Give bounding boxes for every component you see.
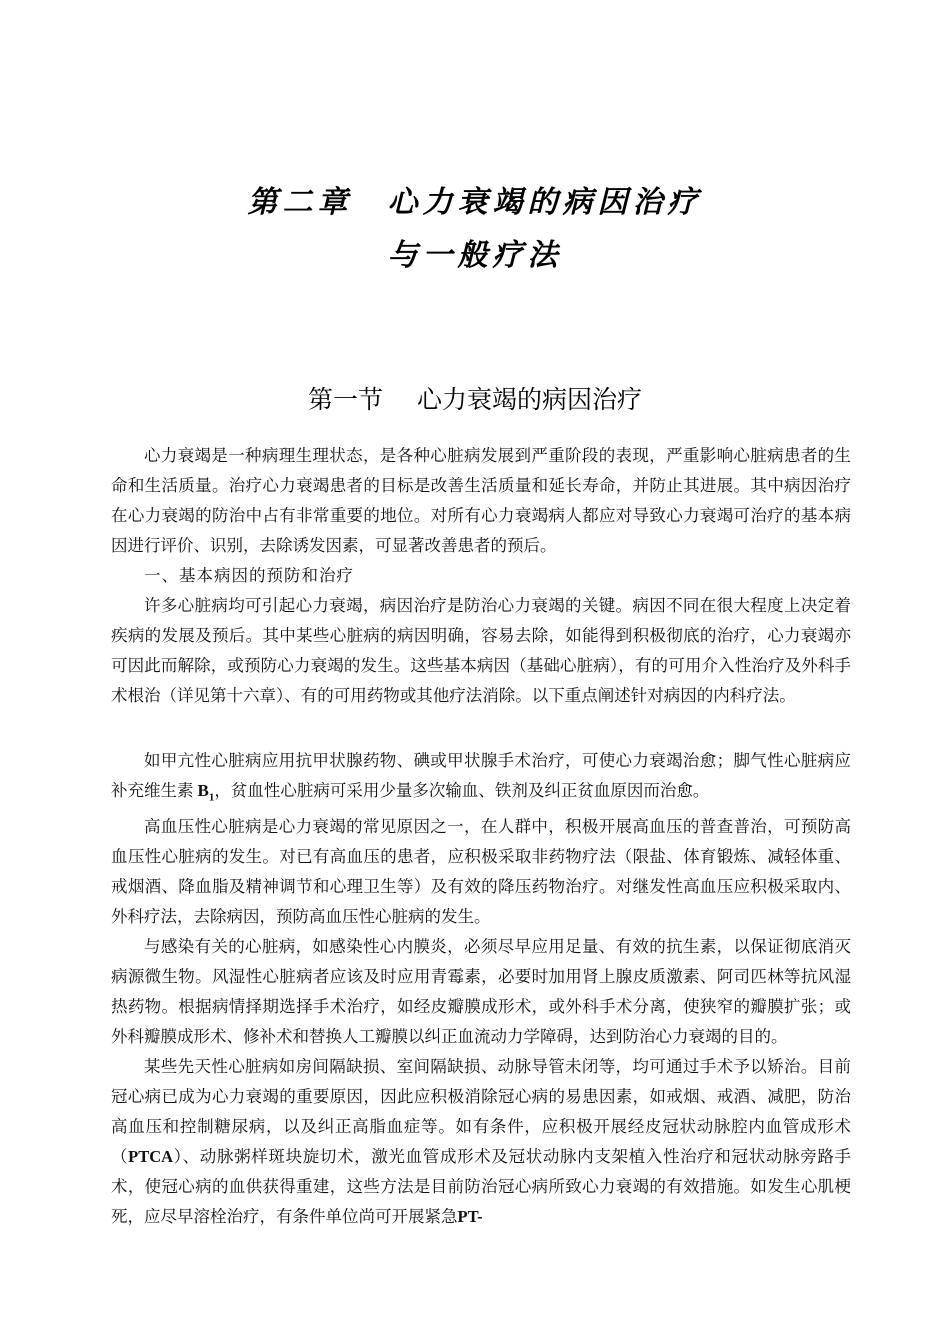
- vitamin-subscript: 1: [208, 791, 215, 804]
- vitamin-b1: [197, 781, 215, 804]
- paragraph-hypertension: 高血压性心脏病是心力衰竭的常见原因之一，在人群中，积极开展高血压的普查普治，可预防高血压性心脏病的发生。对已有高血压的患者，应积极采取非药物疗法（限盐、体育锻炼、减轻体重、戒烟酒、降血脂及精神调节和心理卫生等）及有效的降压药物治疗。对继发性高血压应积极采取内、外科疗法，去除病因，预防高血压性心脏病的发生。: [111, 817, 851, 927]
- vitamin-letter: B: [197, 781, 209, 800]
- chapter-title-line1: 第二章 心力衰竭的病因治疗: [247, 185, 703, 220]
- paragraph-hyperthyroid-part1: 如甲亢性心脏病应用抗甲状腺药物、碘或甲状腺手术治疗，可使心力衰竭治愈；脚气性心脏病应补充维生素: [111, 751, 851, 800]
- ptca-abbrev: PTCA: [128, 1147, 174, 1167]
- body-text-block-1: [111, 441, 851, 711]
- paragraph-infection: 与感染有关的心脏病，如感染性心内膜炎，必须尽早应用足量、有效的抗生素，以保证彻底消灭病源微生物。风湿性心脏病者应该及时应用青霉素，必要时加用肾上腺皮质激素、阿司匹林等抗风湿热药物。根据病情择期选择手术治疗，如经皮瓣膜成形术，或外科手术分离，使狭窄的瓣膜扩张；或外科瓣膜成形术、修补术和替换人工瓣膜以纠正血流动力学障碍，达到防治心力衰竭的目的。: [111, 937, 851, 1047]
- paragraph-hyperthyroid-part2: ，贫血性心脏病可采用少量多次输血、铁剂及纠正贫血原因而治愈。: [214, 781, 710, 800]
- section-number: 第一节: [307, 385, 383, 414]
- body-text-block-2: [111, 746, 851, 1232]
- paragraph-congenital: [111, 1052, 851, 1232]
- section-title: [0, 380, 950, 416]
- paragraph-congenital-part2: ）、动脉粥样斑块旋切术，激光血管成形术及冠状动脉内支架植入性治疗和冠状动脉旁路手术，使冠心病的血供获得重建，这些方法是目前防治冠心病所致心力衰竭的有效措施。如发生心肌梗死，应尽早溶栓治疗，有条件单位尚可开展紧急: [111, 1147, 852, 1227]
- paragraph-congenital-part1: 某些先天性心脏病如房间隔缺损、室间隔缺损、动脉导管未闭等，均可通过手术予以矫治。目前冠心病已成为心力衰竭的重要原因，因此应积极消除冠心病的易患因素，如戒烟、戒酒、减肥，防治高血压和控制糖尿病，以及纠正高脂血症等。如有条件，应积极开展经皮冠状动脉腔内血管成形术（: [111, 1057, 851, 1167]
- pt-continuation: PT-: [457, 1207, 483, 1227]
- intro-paragraph: 心力衰竭是一种病理生理状态，是各种心脏病发展到严重阶段的表现，严重影响心脏病患者的生命和生活质量。治疗心力衰竭患者的目标是改善生活质量和延长寿命，并防止其进展。其中病因治疗在心力衰竭的防治中占有非常重要的地位。对所有心力衰竭病人都应对导致心力衰竭可治疗的基本病因进行评价、识别，去除诱发因素，可显著改善患者的预后。: [111, 446, 851, 555]
- paragraph-causes: 许多心脏病均可引起心力衰竭，病因治疗是防治心力衰竭的关键。病因不同在很大程度上决定着疾病的发展及预后。其中某些心脏病的病因明确，容易去除，如能得到积极彻底的治疗，心力衰竭亦可因此而解除，或预防心力衰竭的发生。这些基本病因（基础心脏病），有的可用介入性治疗及外科手术根治（详见第十六章）、有的可用药物或其他疗法消除。以下重点阐述针对病因的内科疗法。: [111, 596, 851, 705]
- chapter-title-line2: 与一般疗法: [387, 238, 563, 273]
- paragraph-hyperthyroid: [111, 746, 851, 812]
- subheading-basic-causes: 一、基本病因的预防和治疗: [144, 566, 354, 585]
- section-name: 心力衰竭的病因治疗: [417, 385, 643, 414]
